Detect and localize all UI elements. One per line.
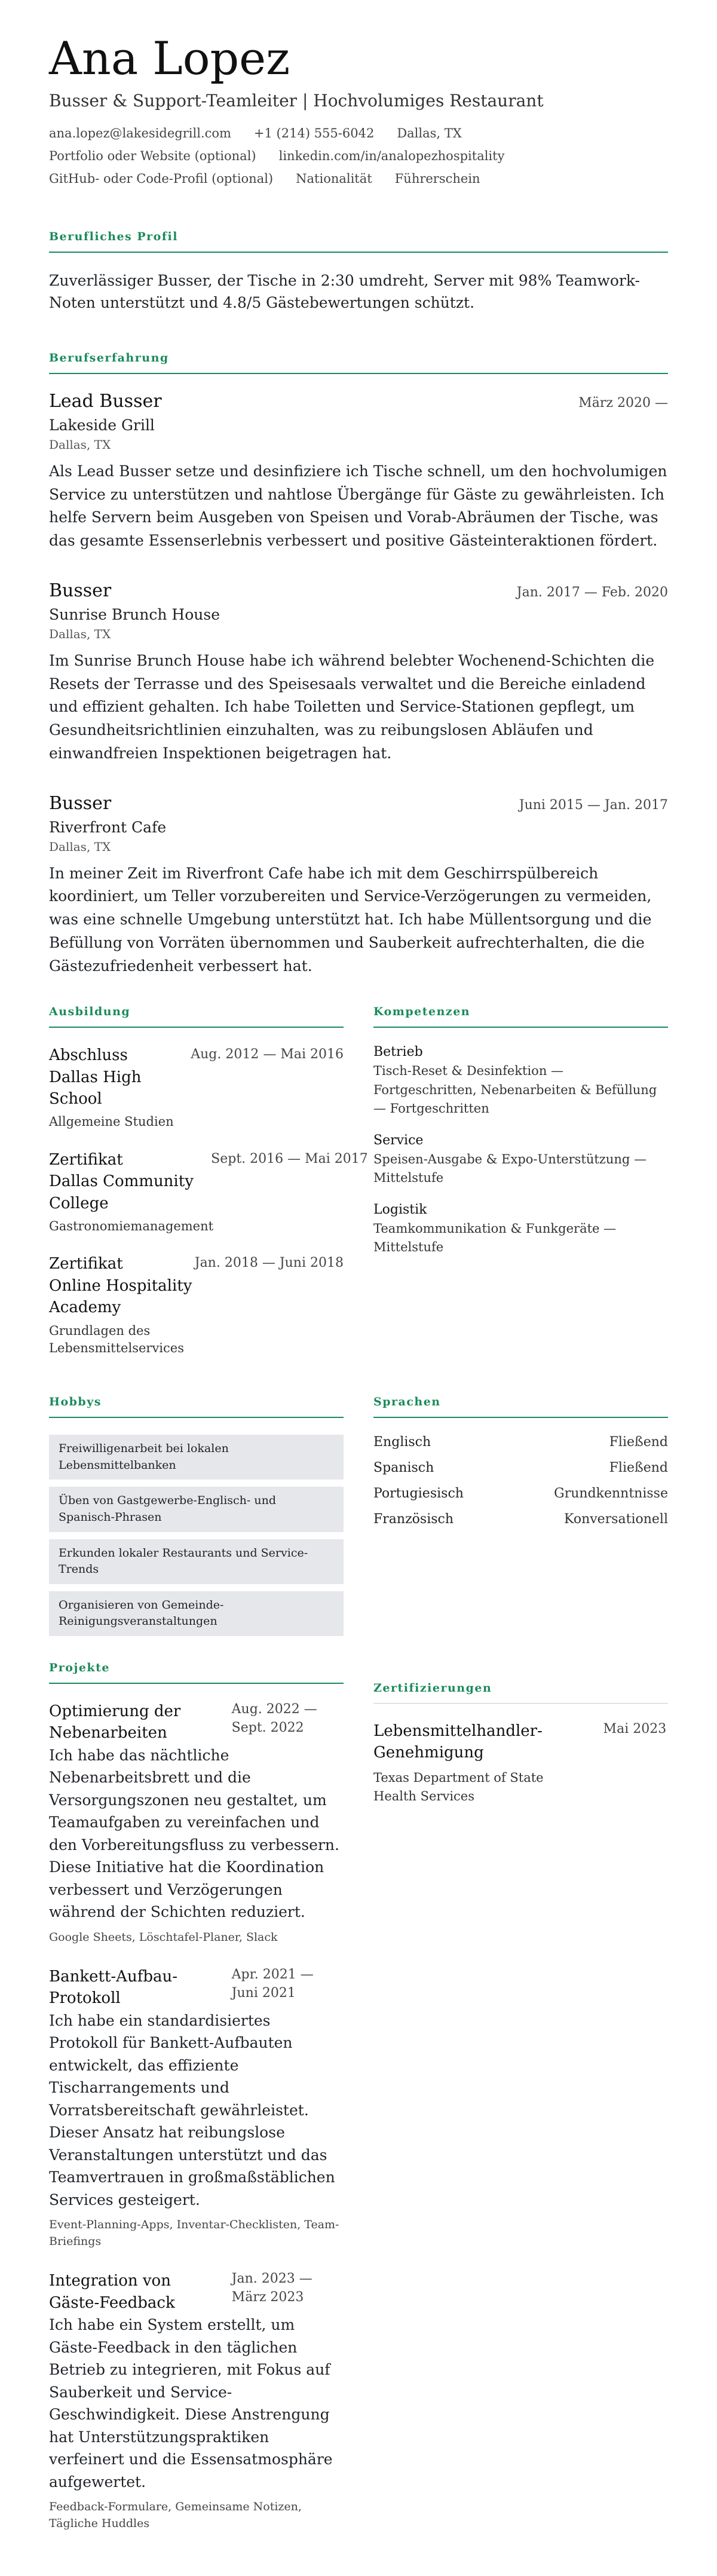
education-entry bbox=[49, 1253, 344, 1357]
job-description: Im Sunrise Brunch House habe ich während belebter Wochenend-Schichten die Resets der Terrasse und des Speisesaals verwaltet und die Bereiche einladend und effizient gehalten. Ich habe Toiletten und Service-Stationen gepflegt, um Gesundheitsrichtlinien einzuhalten, was zu reibungslosen Abläufen und einwandfreien Inspektionen beigetragen hat. bbox=[49, 651, 655, 762]
education-section bbox=[49, 1005, 368, 1375]
job-header bbox=[49, 391, 668, 412]
section-title: Kompetenzen bbox=[373, 1005, 668, 1028]
contact-portfolio[interactable]: Portfolio oder Website (optional) bbox=[49, 148, 256, 163]
profile-summary: Zuverlässiger Busser, der Tische in 2:30 umdreht, Server mit 98% Teamwork-Noten unterstützt und 4.8/5 Gästebewertungen schützt. bbox=[49, 271, 640, 312]
languages-section bbox=[373, 1395, 668, 1643]
project-header bbox=[49, 1701, 344, 1744]
job-dates: Jan. 2017 — Feb. 2020 bbox=[516, 584, 668, 600]
language-level: Fließend bbox=[609, 1435, 668, 1450]
language-level: Konversationell bbox=[563, 1512, 668, 1527]
job-title: Busser bbox=[49, 580, 112, 601]
hobby-tag: Organisieren von Gemeinde-Reinigungsveranstaltungen bbox=[49, 1591, 344, 1636]
certifications-section bbox=[373, 1661, 668, 2553]
education-entry bbox=[49, 1045, 344, 1131]
education-details bbox=[49, 1045, 191, 1131]
contact-row bbox=[49, 171, 668, 186]
section-title: Zertifizierungen bbox=[373, 1681, 668, 1704]
job-company: Lakeside Grill bbox=[49, 416, 155, 434]
contact-nationality: Nationalität bbox=[296, 171, 372, 186]
hobby-tag: Üben von Gastgewerbe-Englisch- und Spanisch-Phrasen bbox=[49, 1487, 344, 1531]
skill-group bbox=[373, 1133, 668, 1188]
education-dates: Aug. 2012 — Mai 2016 bbox=[191, 1047, 344, 1062]
language-name: Spanisch bbox=[373, 1460, 434, 1476]
education-dates: Sept. 2016 — Mai 2017 bbox=[211, 1151, 368, 1166]
contact-linkedin[interactable]: linkedin.com/in/analopezhospitality bbox=[278, 148, 505, 163]
language-row bbox=[373, 1486, 668, 1501]
skill-group bbox=[373, 1202, 668, 1257]
section-title: Sprachen bbox=[373, 1395, 668, 1418]
candidate-name: Ana Lopez bbox=[49, 32, 290, 85]
project-tools: Event-Planning-Apps, Inventar-Checklisten, Team-Briefings bbox=[49, 2218, 339, 2248]
project-entry bbox=[49, 1701, 344, 1946]
hobbies-languages-row bbox=[49, 1395, 668, 1643]
education-details bbox=[49, 1149, 214, 1236]
job-title: Busser bbox=[49, 792, 112, 814]
language-name: Portugiesisch bbox=[373, 1486, 464, 1502]
project-tools: Feedback-Formulare, Gemeinsame Notizen, Tägliche Huddles bbox=[49, 2500, 302, 2530]
skill-list: Tisch-Reset & Desinfektion — Fortgeschritten, Nebenarbeiten & Befüllung — Fortgeschritten bbox=[373, 1064, 657, 1116]
language-name: Englisch bbox=[373, 1435, 431, 1450]
education-school: Dallas High School bbox=[49, 1068, 142, 1108]
education-degree: Zertifikat bbox=[49, 1150, 123, 1169]
education-school: Online Hospitality Academy bbox=[49, 1276, 192, 1317]
certification-name: Lebensmittelhandler-Genehmigung bbox=[373, 1722, 543, 1762]
profile-section bbox=[49, 230, 668, 314]
project-description: Ich habe das nächtliche Nebenarbeitsbrett und die Versorgungszonen neu gestaltet, um Teamaufgaben zu vereinfachen und den Vorbereitungsfluss zu verbessern. Diese Initiative hat die Koordination verbessert und Verzögerungen während der Schichten reduziert. bbox=[49, 1746, 339, 1921]
hobby-tag: Erkunden lokaler Restaurants und Service-Trends bbox=[49, 1539, 344, 1584]
project-name: Bankett-Aufbau-Protokoll bbox=[49, 1968, 177, 2008]
certification-date: Mai 2023 bbox=[603, 1721, 667, 1736]
certification-issuer: Texas Department of State Health Services bbox=[373, 1770, 544, 1804]
education-field: Allgemeine Studien bbox=[49, 1114, 174, 1129]
job-description: In meiner Zeit im Riverfront Cafe habe ich mit dem Geschirrspülbereich koordiniert, um Teller vorzubereiten und Service-Verzögerungen zu vermeiden, was eine schnelle Umgebung unterstützt hat. Ich habe Müllentsorgung und die Befüllung von Vorräten übernommen und Sauberkeit aufrechterhalten, die die Gästezufriedenheit verbessert hat. bbox=[49, 864, 652, 975]
education-degree: Abschluss bbox=[49, 1046, 128, 1065]
job-location: Dallas, TX bbox=[49, 839, 111, 854]
education-field: Gastronomiemanagement bbox=[49, 1219, 214, 1234]
project-dates: Aug. 2022 — Sept. 2022 bbox=[231, 1701, 317, 1735]
hobbies-section bbox=[49, 1395, 344, 1643]
job-description: Als Lead Busser setze und desinfiziere ich Tische schnell, um den hochvolumigen Service zu unterstützen und nahtlose Übergänge für Gäste zu gewährleisten. Ich helfe Servern beim Ausgeben von Speisen und Vorab-Abräumen der Tische, was das gesamte Essenserlebnis verbessert und positive Gästeinteraktionen fördert. bbox=[49, 462, 667, 550]
contact-phone[interactable]: +1 (214) 555-6042 bbox=[253, 125, 375, 140]
section-title: Ausbildung bbox=[49, 1005, 344, 1028]
job-location: Dallas, TX bbox=[49, 626, 111, 641]
language-level: Fließend bbox=[609, 1460, 668, 1476]
education-entry bbox=[49, 1149, 368, 1236]
project-description: Ich habe ein System erstellt, um Gäste-Feedback in den täglichen Betrieb zu integrieren, mit Fokus auf Sauberkeit und Service-Geschwindigkeit. Diese Anstrengung hat Unterstützungspraktiken verfeinert und die Essensatmosphäre aufgewertet. bbox=[49, 2316, 333, 2491]
job-title: Lead Busser bbox=[49, 390, 162, 412]
education-details bbox=[49, 1253, 195, 1357]
skill-group bbox=[373, 1045, 668, 1119]
skill-list: Speisen-Ausgabe & Expo-Unterstützung — Mittelstufe bbox=[373, 1151, 647, 1186]
project-dates: Apr. 2021 — Juni 2021 bbox=[231, 1967, 314, 2001]
job-entry bbox=[49, 580, 668, 765]
project-description: Ich habe ein standardisiertes Protokoll für Bankett-Aufbauten entwickelt, das effiziente Tischarrangements und Vorratsbereitschaft gewährleistet. Dieser Ansatz hat reibungslose Veranstaltungen unterstützt und das Teamvertrauen in großmaßstäblichen Services gesteigert. bbox=[49, 2011, 335, 2209]
education-school: Dallas Community College bbox=[49, 1172, 194, 1212]
resume-header bbox=[49, 32, 668, 186]
projects-section bbox=[49, 1661, 344, 2553]
contact-row bbox=[49, 126, 668, 140]
contact-github[interactable]: GitHub- oder Code-Profil (optional) bbox=[49, 171, 274, 186]
contact-row bbox=[49, 149, 668, 163]
job-company: Riverfront Cafe bbox=[49, 818, 167, 836]
section-title: Projekte bbox=[49, 1661, 344, 1684]
skill-category: Service bbox=[373, 1132, 424, 1148]
job-company: Sunrise Brunch House bbox=[49, 605, 220, 623]
job-header bbox=[49, 793, 668, 814]
job-location: Dallas, TX bbox=[49, 437, 111, 452]
language-level: Grundkenntnisse bbox=[554, 1486, 668, 1502]
contact-license: Führerschein bbox=[394, 171, 480, 186]
hobby-tag: Freiwilligenarbeit bei lokalen Lebensmittelbanken bbox=[49, 1435, 344, 1480]
skills-section bbox=[373, 1005, 668, 1375]
language-row bbox=[373, 1512, 668, 1527]
project-entry bbox=[49, 2270, 344, 2532]
projects-certifications-row bbox=[49, 1661, 668, 2553]
job-entry bbox=[49, 391, 668, 553]
skill-category: Logistik bbox=[373, 1202, 427, 1217]
language-row bbox=[373, 1435, 668, 1450]
certification-entry bbox=[373, 1720, 668, 1806]
education-skills-row bbox=[49, 1005, 668, 1375]
contact-location: Dallas, TX bbox=[397, 125, 462, 140]
project-name: Integration von Gäste-Feedback bbox=[49, 2272, 175, 2312]
section-title: Berufliches Profil bbox=[49, 230, 668, 253]
candidate-headline: Busser & Support-Teamleiter | Hochvolumiges Restaurant bbox=[49, 90, 544, 111]
project-header bbox=[49, 2270, 344, 2314]
project-dates: Jan. 2023 — März 2023 bbox=[231, 2271, 312, 2305]
project-entry bbox=[49, 1966, 344, 2250]
experience-section bbox=[49, 351, 668, 978]
language-name: Französisch bbox=[373, 1512, 454, 1527]
section-title: Hobbys bbox=[49, 1395, 344, 1418]
job-header bbox=[49, 580, 668, 601]
certification-details bbox=[373, 1720, 580, 1806]
project-tools: Google Sheets, Löschtafel-Planer, Slack bbox=[49, 1930, 278, 1944]
project-header bbox=[49, 1966, 344, 2010]
education-dates: Jan. 2018 — Juni 2018 bbox=[194, 1255, 344, 1271]
job-dates: Juni 2015 — Jan. 2017 bbox=[519, 797, 668, 813]
education-field: Grundlagen des Lebensmittelservices bbox=[49, 1323, 184, 1355]
language-row bbox=[373, 1460, 668, 1475]
job-entry bbox=[49, 793, 668, 978]
education-degree: Zertifikat bbox=[49, 1255, 123, 1273]
skill-category: Betrieb bbox=[373, 1045, 423, 1060]
job-dates: März 2020 — bbox=[578, 395, 668, 411]
contact-email[interactable]: ana.lopez@lakesidegrill.com bbox=[49, 125, 231, 140]
section-title: Berufserfahrung bbox=[49, 351, 668, 374]
contact-block bbox=[49, 126, 668, 186]
project-name: Optimierung der Nebenarbeiten bbox=[49, 1702, 181, 1742]
skill-list: Teamkommunikation & Funkgeräte — Mittelstufe bbox=[373, 1221, 617, 1255]
